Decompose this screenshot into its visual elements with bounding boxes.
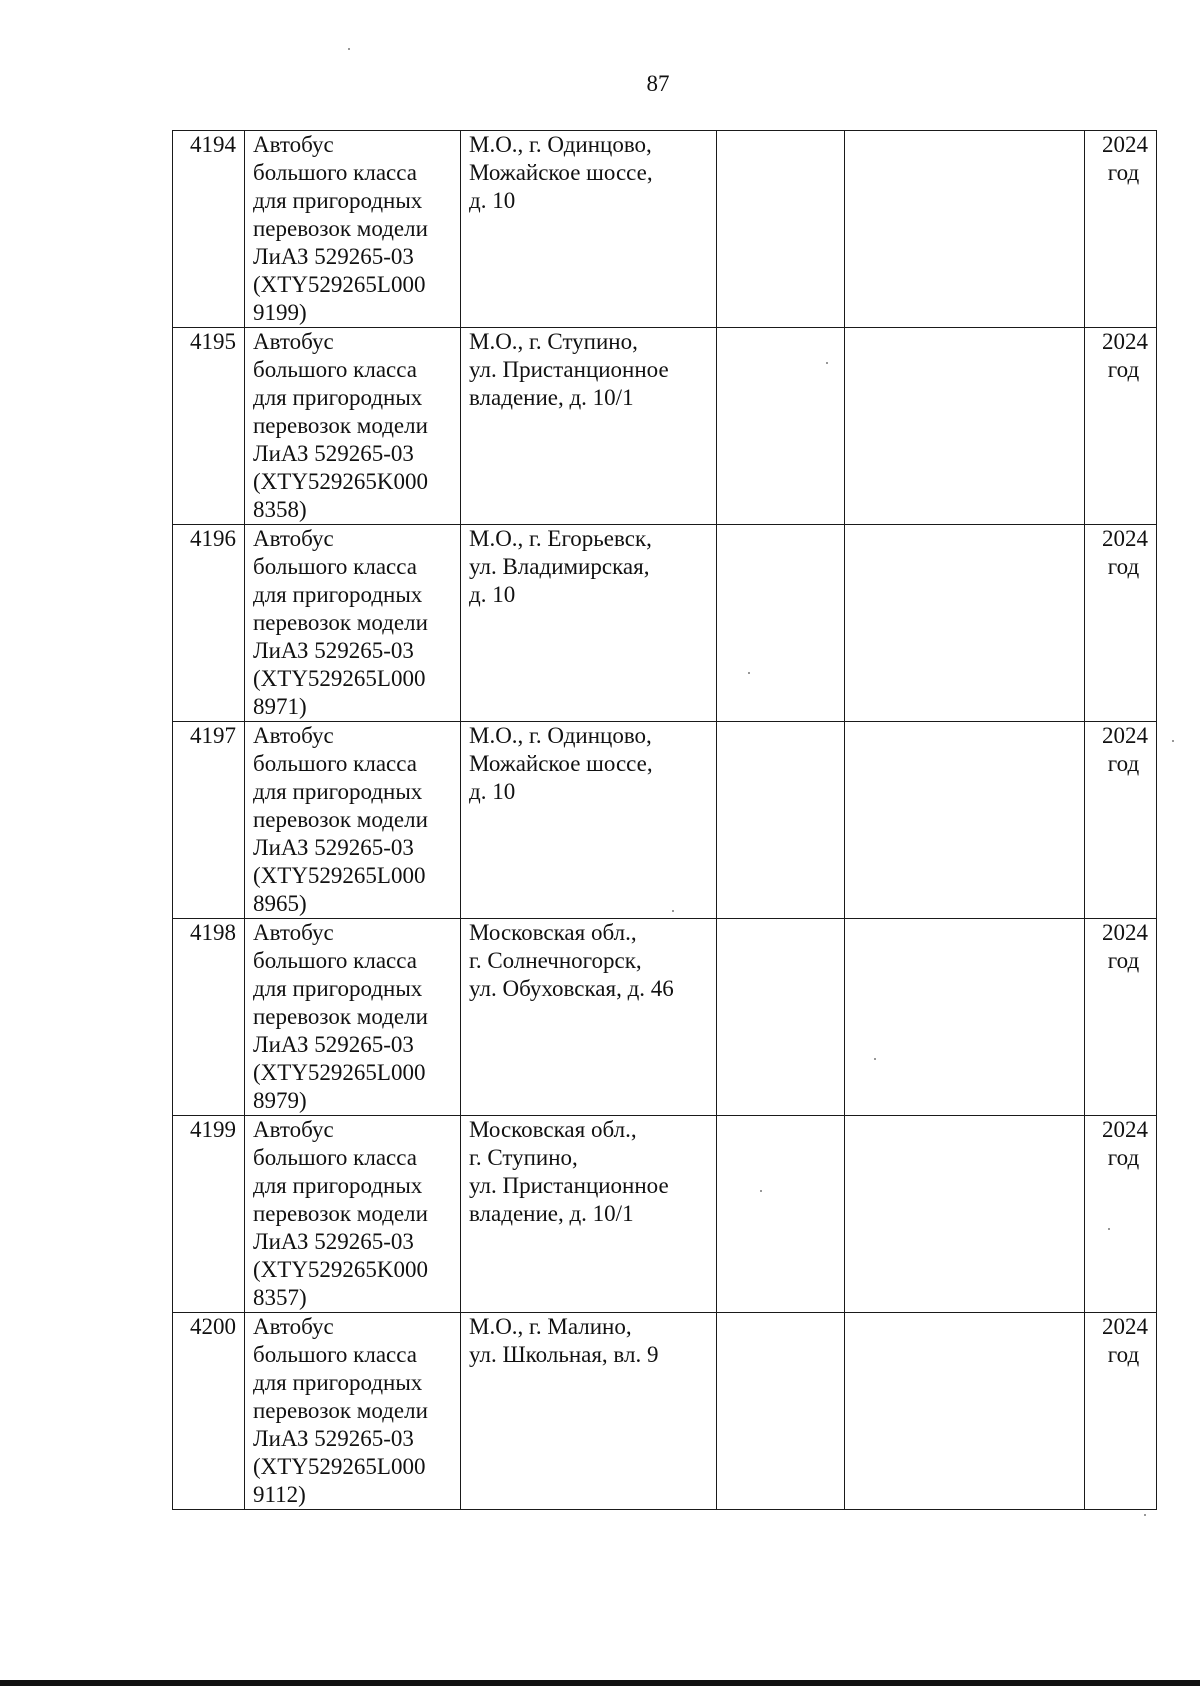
empty-cell [717,722,845,919]
year-unit: год [1107,554,1140,579]
year-unit: год [1107,948,1140,973]
vehicle-description-line: перевозок модели [253,216,428,241]
vehicle-description-line: (XTY529265L000 [253,1454,426,1479]
year-cell [1085,1313,1157,1510]
table-row [173,919,1157,1116]
scan-bottom-edge [0,1680,1200,1686]
address-cell [461,919,717,1116]
address-line: владение, д. 10/1 [469,1201,634,1226]
empty-cell [845,525,1085,722]
vehicle-description-line: перевозок модели [253,1004,428,1029]
address-line: г. Солнечногорск, [469,948,642,973]
vehicle-description-line: ЛиАЗ 529265-03 [253,1426,414,1451]
vehicle-description-line: (XTY529265K000 [253,1257,429,1282]
row-number-cell [173,328,245,525]
vehicle-description-line: для пригородных [253,1173,423,1198]
address-line: ул. Школьная, вл. 9 [469,1342,659,1367]
address-cell [461,525,717,722]
table-body [173,131,1157,1510]
address-line: М.О., г. Одинцово, [469,132,652,157]
vehicle-description-line: Автобус [253,329,334,354]
address-line: д. 10 [469,188,516,213]
vehicle-description-cell [245,525,461,722]
address-line: Можайское шоссе, [469,160,653,185]
row-number-cell [173,525,245,722]
vehicle-description-line: Автобус [253,132,334,157]
row-number-cell [173,131,245,328]
vehicle-description-line: Автобус [253,920,334,945]
row-number-cell [173,722,245,919]
table-row [173,722,1157,919]
vehicle-description-line: 8965) [253,891,307,916]
address-line: Московская обл., [469,920,637,945]
year-unit: год [1107,1145,1140,1170]
page-number: 87 [646,71,670,96]
vehicle-description-line: большого класса [253,948,417,973]
row-number-cell [173,919,245,1116]
empty-cell [717,328,845,525]
scan-speck [1144,1514,1146,1516]
vehicle-description-line: 9112) [253,1482,306,1507]
year-value: 2024 [1102,1314,1148,1339]
empty-cell [845,328,1085,525]
scan-speck [748,672,750,674]
address-cell [461,722,717,919]
vehicle-description-cell [245,328,461,525]
address-line: М.О., г. Малино, [469,1314,632,1339]
year-unit: год [1107,751,1140,776]
year-value: 2024 [1102,920,1148,945]
vehicle-description-cell [245,919,461,1116]
year-value: 2024 [1102,526,1148,551]
row-number: 4200 [190,1314,236,1339]
address-line: г. Ступино, [469,1145,578,1170]
vehicle-description-line: перевозок модели [253,413,428,438]
empty-cell [845,919,1085,1116]
vehicle-description-line: для пригородных [253,188,423,213]
address-line: ул. Обуховская, д. 46 [469,976,674,1001]
vehicle-description-line: ЛиАЗ 529265-03 [253,638,414,663]
year-cell [1085,525,1157,722]
row-number: 4195 [190,329,236,354]
vehicle-description-line: 8357) [253,1285,307,1310]
vehicle-description-line: для пригородных [253,1370,423,1395]
scan-speck [1172,740,1174,742]
vehicle-description-line: перевозок модели [253,610,428,635]
vehicle-description-line: ЛиАЗ 529265-03 [253,441,414,466]
vehicle-description-line: для пригородных [253,385,423,410]
vehicle-description-line: ЛиАЗ 529265-03 [253,244,414,269]
address-line: Можайское шоссе, [469,751,653,776]
vehicle-registry-table [172,130,1157,1510]
vehicle-description-line: большого класса [253,1342,417,1367]
vehicle-description-line: Автобус [253,526,334,551]
address-line: ул. Владимирская, [469,554,650,579]
year-cell [1085,328,1157,525]
scan-speck [1108,1228,1110,1230]
empty-cell [717,919,845,1116]
vehicle-description-line: ЛиАЗ 529265-03 [253,1229,414,1254]
scan-speck [672,910,674,912]
vehicle-description-line: большого класса [253,160,417,185]
year-cell [1085,722,1157,919]
empty-cell [717,1313,845,1510]
table-row [173,328,1157,525]
year-value: 2024 [1102,1117,1148,1142]
vehicle-description-line: (XTY529265L000 [253,1060,426,1085]
empty-cell [717,1116,845,1313]
address-cell [461,1313,717,1510]
year-value: 2024 [1102,132,1148,157]
vehicle-description-line: перевозок модели [253,807,428,832]
vehicle-description-cell [245,131,461,328]
vehicle-description-line: для пригородных [253,779,423,804]
vehicle-description-line: большого класса [253,751,417,776]
empty-cell [845,722,1085,919]
address-line: д. 10 [469,582,516,607]
address-line: М.О., г. Ступино, [469,329,638,354]
scan-speck [874,1058,876,1060]
row-number: 4197 [190,723,236,748]
row-number: 4199 [190,1117,236,1142]
vehicle-description-line: ЛиАЗ 529265-03 [253,835,414,860]
vehicle-description-line: для пригородных [253,582,423,607]
year-unit: год [1107,357,1140,382]
address-cell [461,328,717,525]
table-row [173,1116,1157,1313]
vehicle-description-line: перевозок модели [253,1201,428,1226]
address-cell [461,131,717,328]
empty-cell [717,131,845,328]
vehicle-description-line: перевозок модели [253,1398,428,1423]
address-line: владение, д. 10/1 [469,385,634,410]
year-unit: год [1107,160,1140,185]
table-row [173,525,1157,722]
vehicle-description-cell [245,1313,461,1510]
row-number-cell [173,1313,245,1510]
year-cell [1085,919,1157,1116]
vehicle-description-line: 8358) [253,497,307,522]
address-line: д. 10 [469,779,516,804]
year-cell [1085,1116,1157,1313]
address-line: Московская обл., [469,1117,637,1142]
table-row [173,131,1157,328]
scan-speck [348,48,350,50]
year-value: 2024 [1102,723,1148,748]
address-line: М.О., г. Одинцово, [469,723,652,748]
row-number: 4196 [190,526,236,551]
vehicle-description-cell [245,722,461,919]
vehicle-description-line: большого класса [253,1145,417,1170]
address-line: ул. Пристанционное [469,357,669,382]
scan-speck [826,362,828,364]
row-number: 4198 [190,920,236,945]
vehicle-description-line: Автобус [253,1117,334,1142]
empty-cell [717,525,845,722]
empty-cell [845,131,1085,328]
row-number-cell [173,1116,245,1313]
year-unit: год [1107,1342,1140,1367]
address-cell [461,1116,717,1313]
year-value: 2024 [1102,329,1148,354]
vehicle-description-line: для пригородных [253,976,423,1001]
vehicle-description-cell [245,1116,461,1313]
table-row [173,1313,1157,1510]
vehicle-description-line: большого класса [253,357,417,382]
vehicle-description-line: Автобус [253,723,334,748]
vehicle-description-line: 8971) [253,694,307,719]
vehicle-description-line: (XTY529265K000 [253,469,429,494]
vehicle-description-line: большого класса [253,554,417,579]
row-number: 4194 [190,132,236,157]
vehicle-description-line: (XTY529265L000 [253,863,426,888]
year-cell [1085,131,1157,328]
scan-speck [760,1190,762,1192]
empty-cell [845,1313,1085,1510]
address-line: М.О., г. Егорьевск, [469,526,652,551]
address-line: ул. Пристанционное [469,1173,669,1198]
vehicle-description-line: ЛиАЗ 529265-03 [253,1032,414,1057]
vehicle-description-line: 9199) [253,300,307,325]
vehicle-description-line: (XTY529265L000 [253,666,426,691]
vehicle-description-line: (XTY529265L000 [253,272,426,297]
empty-cell [845,1116,1085,1313]
vehicle-description-line: 8979) [253,1088,307,1113]
vehicle-description-line: Автобус [253,1314,334,1339]
